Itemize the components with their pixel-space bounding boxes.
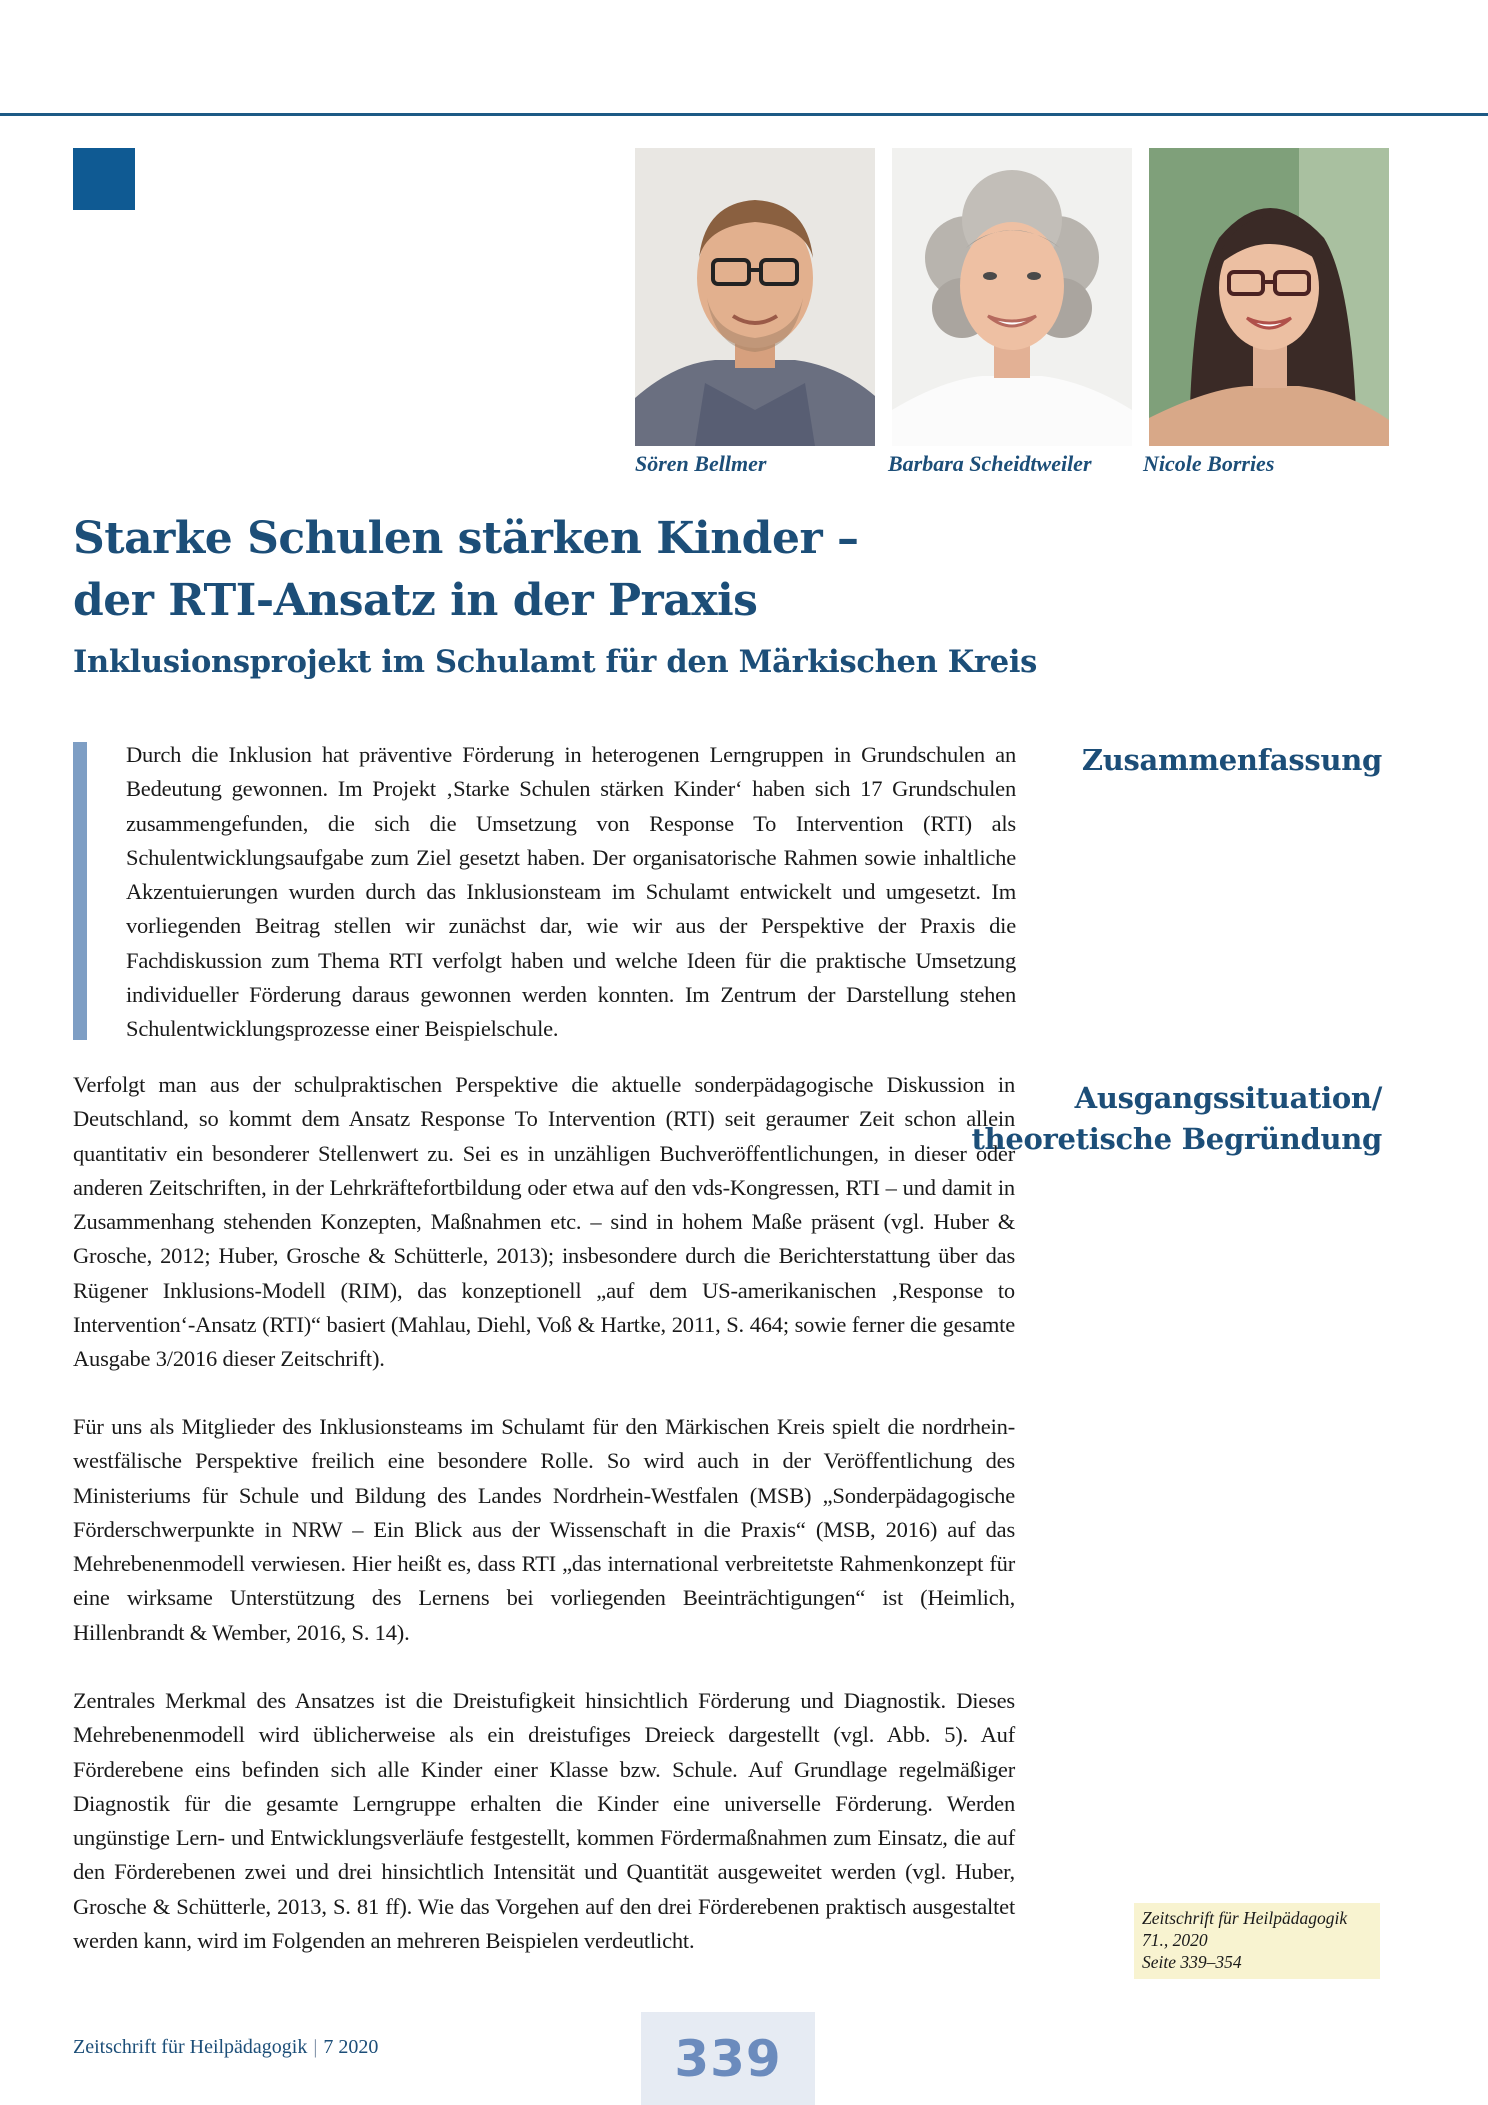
abstract-heading <box>1082 740 1382 781</box>
abstract-accent-bar <box>73 742 87 1040</box>
section-heading <box>971 1078 1382 1160</box>
corner-square-mark <box>73 148 135 210</box>
body-paragraph-1 <box>73 1068 1015 1377</box>
abstract-heading-text: Zusammenfassung <box>1081 743 1382 777</box>
body-paragraph-3 <box>73 1684 1015 1958</box>
body-paragraph-2 <box>73 1410 1015 1650</box>
author-photo-1 <box>635 148 875 446</box>
page-number-tab <box>641 2012 815 2105</box>
footer-journal-info <box>73 2036 378 2059</box>
article-title-line-2: der RTI-Ansatz in der Praxis <box>73 575 758 626</box>
citation-pages: Seite 339–354 <box>1142 1952 1242 1972</box>
body-paragraph-1-text: Verfolgt man aus der schulpraktischen Perspektive die aktuelle sonderpädagogische Diskussion in Deutschland, so kommt dem Ansatz Response To Intervention (RTI) seit geraumer Zeit schon allein quantitativ ein besonderer Stellenwert zu. Sei es in unzähligen Buchveröffentlichungen, in dieser oder anderen Zeitschriften, in der Lehrkräftefortbildung oder etwa auf den vds-Kongressen, RTI – und damit in Zusammenhang stehenden Konzepten, Maßnahmen etc. – sind in hohem Maße präsent (vgl. Huber & Grosche, 2012; Huber, Grosche & Schütterle, 2013); insbesondere durch die Berichterstattung über das Rügener Inklusions-Modell (RIM), das konzeptionell „auf dem US-amerikanischen ‚Response to Intervention‘-Ansatz (RTI)“ basiert (Mahlau, Diehl, Voß & Hartke, 2011, S. 464; sowie ferner die gesamte Ausgabe 3/2016 dieser Zeitschrift). <box>73 1072 1015 1372</box>
author-name-3: Nicole Borries <box>1143 451 1275 476</box>
citation-volume: 71., 2020 <box>1142 1930 1208 1950</box>
section-heading-line-1: Ausgangssituation/ <box>1074 1081 1382 1115</box>
author-name-2: Barbara Scheidtweiler <box>888 451 1092 476</box>
article-subtitle: Inklusionsprojekt im Schulamt für den Märkischen Kreis <box>73 644 1038 680</box>
section-heading-line-2: theoretische Begründung <box>971 1122 1382 1156</box>
author-photo-2 <box>892 148 1132 446</box>
article-title-line-1: Starke Schulen stärken Kinder – <box>73 513 859 564</box>
footer-issue: 7 2020 <box>323 2036 379 2058</box>
body-paragraph-3-text: Zentrales Merkmal des Ansatzes ist die Dreistufigkeit hinsichtlich Förderung und Diagnostik. Dieses Mehrebenenmodell wird üblicherweise als ein dreistufiges Dreieck dargestellt (vgl. Abb. 5). Auf Förderebene eins befinden sich alle Kinder einer Klasse bzw. Schule. Auf Grundlage regelmäßiger Diagnostik für die gesamte Lerngruppe erhalten die Kinder eine universelle Förderung. Werden ungünstige Lern- und Entwicklungsverläufe festgestellt, kommen Fördermaßnahmen zum Einsatz, die auf den Förderebenen zwei und drei hinsichtlich Intensität und Quantität ausgeweitet werden (vgl. Huber, Grosche & Schütterle, 2013, S. 81 ff). Wie das Vorgehen auf den drei Förderebenen praktisch ausgestaltet werden kann, wird im Folgenden an mehreren Beispielen verdeutlicht. <box>73 1688 1015 1954</box>
abstract-text: Durch die Inklusion hat präventive Förderung in heterogenen Lerngruppen in Grundschulen an Bedeutung gewonnen. Im Projekt ‚Starke Schulen stärken Kinder‘ haben sich 17 Grundschulen zusammengefunden, die sich die Umsetzung von Response To Intervention (RTI) als Schulentwicklungsaufgabe zum Ziel gesetzt haben. Der organisatorische Rahmen sowie inhaltliche Akzentuierungen wurden durch das Inklusionsteam im Schulamt entwickelt und umgesetzt. Im vorliegenden Beitrag stellen wir zunächst dar, wie wir aus der Perspektive der Praxis die Fachdiskussion zum Thema RTI verfolgt haben und welche Ideen für die praktische Umsetzung individueller Förderung daraus gewonnen werden konnten. Im Zentrum der Darstellung stehen Schulentwicklungsprozesse einer Beispielschule. <box>126 742 1016 1042</box>
footer-separator: | <box>313 2036 318 2058</box>
author-name-1: Sören Bellmer <box>635 451 767 476</box>
citation-box <box>1134 1903 1380 1979</box>
top-rule <box>0 113 1488 116</box>
footer-journal-name: Zeitschrift für Heilpädagogik <box>73 2036 308 2058</box>
body-paragraph-2-text: Für uns als Mitglieder des Inklusionsteams im Schulamt für den Märkischen Kreis spielt die nordrhein-westfälische Perspektive freilich eine besondere Rolle. So wird auch in der Veröffentlichung des Ministeriums für Schule und Bildung des Landes Nordrhein-Westfalen (MSB) „Sonderpädagogische Förderschwerpunkte in NRW – Ein Blick aus der Wissenschaft in die Praxis“ (MSB, 2016) auf das Mehrebenenmodell verwiesen. Hier heißt es, dass RTI „das international verbreitetste Rahmenkonzept für eine wirksame Unterstützung des Lernens bei vorliegenden Beeinträchtigungen“ ist (Heimlich, Hillenbrandt & Wember, 2016, S. 14). <box>73 1414 1015 1645</box>
citation-journal: Zeitschrift für Heilpädagogik <box>1142 1908 1348 1928</box>
article-title <box>73 508 1073 632</box>
author-photo-3 <box>1149 148 1389 446</box>
page-number: 339 <box>674 2029 782 2088</box>
